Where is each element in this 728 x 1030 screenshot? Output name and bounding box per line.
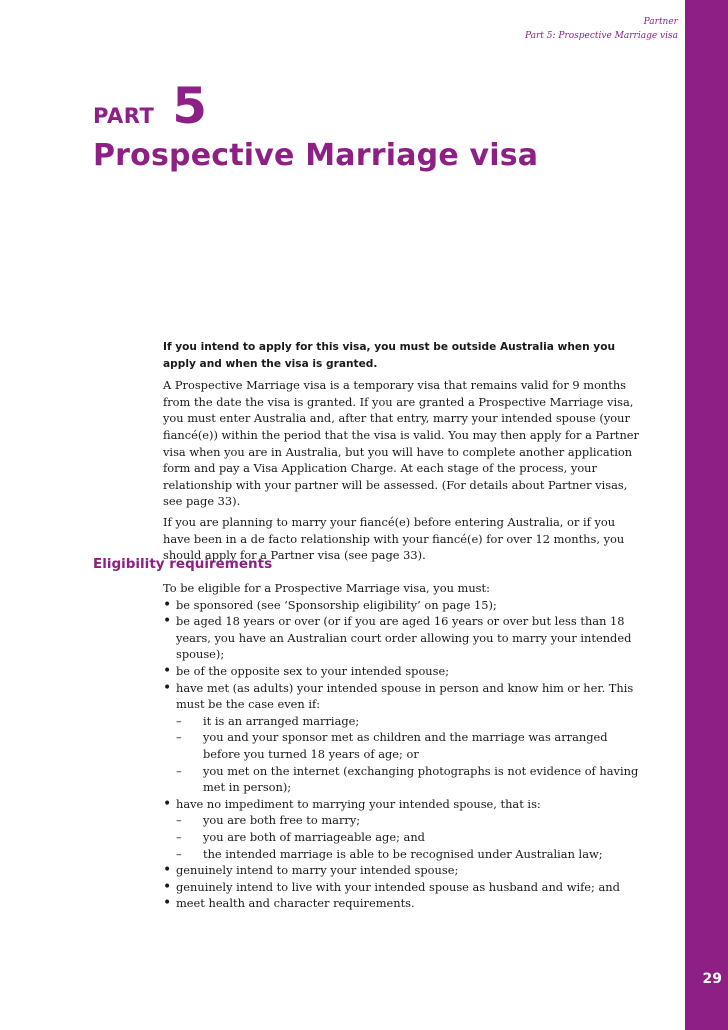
part-label	[93, 77, 208, 135]
intro-paragraph-1: A Prospective Marriage visa is a temporary visa that remains valid for 9 months from the date the visa is granted. If you are granted a Prospective Marriage visa, you must enter Australia and, after that entry, marry your intended spouse (your fiancé(e)) within the period that the visa is valid. You may then apply for a Partner visa when you are in Australia, but you will have to complete another application form and pay a Visa Application Charge. At each stage of the process, your relationship with your partner will be assessed. (For details about Partner visas, see page 33).	[163, 378, 639, 509]
eligibility-list	[163, 597, 641, 912]
sublist-item: – you are both of marriageable age; and	[176, 829, 641, 846]
list-item: • be of the opposite sex to your intended spouse;	[163, 663, 641, 680]
intro-section	[163, 339, 641, 564]
list-item: • have met (as adults) your intended spouse in person and know him or her. This must be the case even if: – it is an arranged marriage; – you and your sponsor met as children and the marriage was arranged before you turned 18 years of age; or – you met on the internet (exchanging photographs is not evidence of having met in person);	[163, 680, 641, 796]
eligibility-intro: To be eligible for a Prospective Marriage visa, you must:	[163, 581, 490, 595]
list-item: • genuinely intend to live with your intended spouse as husband and wife; and	[163, 879, 641, 896]
sublist-item: – you met on the internet (exchanging photographs is not evidence of having met in person);	[176, 763, 641, 796]
running-header-part: Part 5: Prospective Marriage visa	[524, 31, 678, 41]
impediment-sublist	[176, 812, 641, 862]
part-word: PART	[93, 104, 155, 128]
running-header-section: Partner	[643, 17, 678, 27]
list-item: • genuinely intend to marry your intended spouse;	[163, 862, 641, 879]
list-item: • be sponsored (see ‘Sponsorship eligibility’ on page 15);	[163, 597, 641, 614]
list-item: • have no impediment to marrying your intended spouse, that is: – you are both free to marry; – you are both of marriageable age; and – the intended marriage is able to be recognised under Australian law;	[163, 796, 641, 862]
list-item: • meet health and character requirements.	[163, 895, 641, 912]
list-item: • be aged 18 years or over (or if you are aged 16 years or over but less than 18 years, you have an Australian court order allowing you to marry your intended spouse);	[163, 613, 641, 663]
intro-paragraph-2: If you are planning to marry your fiancé(e) before entering Australia, or if you have been in a de facto relationship with your fiancé(e) for over 12 months, you should apply for a Partner visa (see page 33).	[163, 514, 625, 563]
eligibility-section	[163, 580, 641, 912]
sublist-item: – the intended marriage is able to be recognised under Australian law;	[176, 846, 641, 863]
part-number: 5	[172, 77, 208, 135]
running-header	[525, 15, 678, 43]
page-title: Prospective Marriage visa	[93, 138, 539, 173]
met-sublist	[176, 713, 641, 796]
page-number: 29	[702, 971, 722, 987]
sublist-item: – you and your sponsor met as children and the marriage was arranged before you turned 18 years of age; or	[176, 729, 641, 762]
eligibility-heading: Eligibility requirements	[93, 556, 273, 572]
sublist-item: – it is an arranged marriage;	[176, 713, 641, 730]
intro-lead: If you intend to apply for this visa, you must be outside Australia when you apply and when the visa is granted.	[163, 341, 616, 370]
sublist-item: – you are both free to marry;	[176, 812, 641, 829]
side-color-band	[685, 0, 728, 1030]
